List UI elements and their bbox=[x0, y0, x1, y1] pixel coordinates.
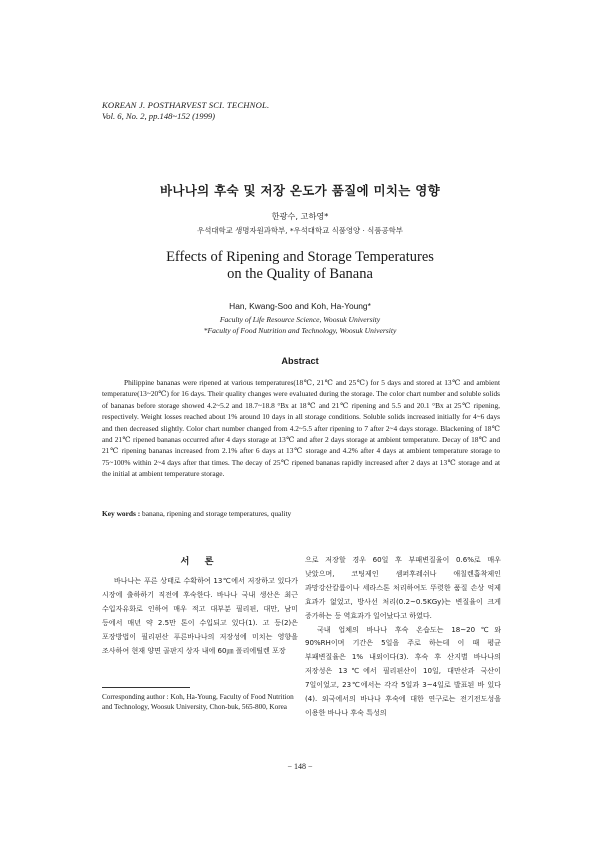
intro-paragraph-1-continued: 으로 저장할 경우 60일 후 부패변질율이 0.6%로 매우 낮았으며, 코팅제인 셈퍼후레쉬나 애칠렌흡착제인 과망강산칼륨이나 세라스톤 처리하여도 뚜렷한 품질 손상 억제 효과가 없었고, 방사선 처리(0.2~0.5KGy)는 변질율이 크게 증가하는 등 역효과가 일어났다고 하였다. bbox=[305, 555, 501, 620]
keywords bbox=[102, 509, 500, 518]
left-column bbox=[102, 553, 298, 657]
english-affiliation-1: Faculty of Life Resource Science, Woosuk University bbox=[219, 315, 381, 324]
english-title-line-1: Effects of Ripening and Storage Temperatures bbox=[166, 249, 434, 265]
corresponding-author-footnote: Corresponding author : Koh, Ha-Young, Faculty of Food Nutrition and Technology, Woosuk University, Chon-buk, 565-800, Korea bbox=[102, 693, 294, 711]
keywords-text: banana, ripening and storage temperatures, quality bbox=[142, 509, 292, 518]
keywords-label: Key words : bbox=[102, 509, 141, 518]
abstract-heading: Abstract bbox=[281, 356, 319, 366]
intro-paragraph-2: 국내 업체의 바나나 후숙 온습도는 18~20℃와 90%RH이며 기간은 5일을 주로 하는데 이 때 평균 부패변질율은 1% 내외이다(3). 후숙 후 산지별 바나나의 저장성은 13℃에서 필리핀산이 10일, 대만산과 국산이 7일이었고, 23℃에서는 각각 5일과 3~4일로 발표된 바 있다(4). 외국에서의 바나나 후숙에 대한 연구로는 전기전도성을 이용한 바나나 후숙 특성의 bbox=[305, 624, 501, 717]
right-column bbox=[305, 553, 501, 720]
korean-affiliation: 우석대학교 생명자원과학부, *우석대학교 식품영양 · 식품공학부 bbox=[197, 226, 403, 235]
journal-volume-info: Vol. 6, No. 2, pp.148~152 (1999) bbox=[102, 111, 216, 121]
korean-title: 바나나의 후숙 및 저장 온도가 품질에 미치는 영향 bbox=[159, 183, 441, 198]
intro-paragraph-1: 바나나는 푸른 상태로 수확하여 13℃에서 저장하고 있다가 시장에 출하하기 직전에 후숙한다. 바나나 국내 생산은 최근 수입자유화로 인하여 매우 적고 대부분 필리핀, 대만, 남미 등에서 매년 약 2.5만 톤이 수입되고 있다(1). 고 등(2)은 포장방법이 필리핀산 푸른바나나의 저장성에 미치는 영향을 조사하여 현재 양면 골판지 상자 내에 60㎛ 폴리에틸렌 포장 bbox=[102, 576, 298, 655]
korean-authors: 한광수, 고하영* bbox=[271, 211, 329, 221]
footnote-divider bbox=[102, 687, 190, 688]
page-number: − 148 − bbox=[287, 762, 313, 771]
abstract-text: Philippine bananas were ripened at various temperatures(18℃, 21℃ and 25℃) for 5 days and stored at 13℃ and ambient temperature(13~20℃) for 16 days. Their quality changes were evaluated during the storage. The color chart number and soluble solids of bananas before storage showed 4.2~5.2 and 18.7~18.8 °Bx at 18℃ and 21℃ ripening and 5.5 and 20.1 °Bx at 25℃ ripening, respectively. Weight losses reached about 1% around 10 days in all storage conditions. Soluble solids increased initially for 4~6 days and then decreased slightly. Color chart number changed from 4.2~5.5 after ripening to 7 after 2~4 days storage. Blackening of 18℃ and 21℃ ripened bananas occurred after 4 days storage at 13℃ and after 2 days storage at ambient temperature. Decay of 18℃ and 21℃ ripening bananas increased from 2.1% after 6 days at 13℃ storage and 4.2% after 4 days at ambient temperature storage to 75~100% within 2~4 days after that times. The decay of 25℃ ripened bananas rapidly increased after 2 days at 13℃ storage and at the initial at ambient temperature storage. bbox=[102, 378, 500, 479]
english-affiliation bbox=[0, 315, 600, 336]
journal-header bbox=[102, 100, 269, 122]
english-title-line-2: on the Quality of Banana bbox=[227, 265, 373, 282]
journal-name: KOREAN J. POSTHARVEST SCI. TECHNOL. bbox=[102, 100, 270, 110]
english-authors: Han, Kwang-Soo and Koh, Ha-Young* bbox=[229, 301, 371, 311]
section-heading-introduction: 서 론 bbox=[180, 556, 220, 567]
english-title bbox=[0, 249, 600, 282]
english-affiliation-2: *Faculty of Food Nutrition and Technology, Woosuk University bbox=[203, 325, 397, 335]
